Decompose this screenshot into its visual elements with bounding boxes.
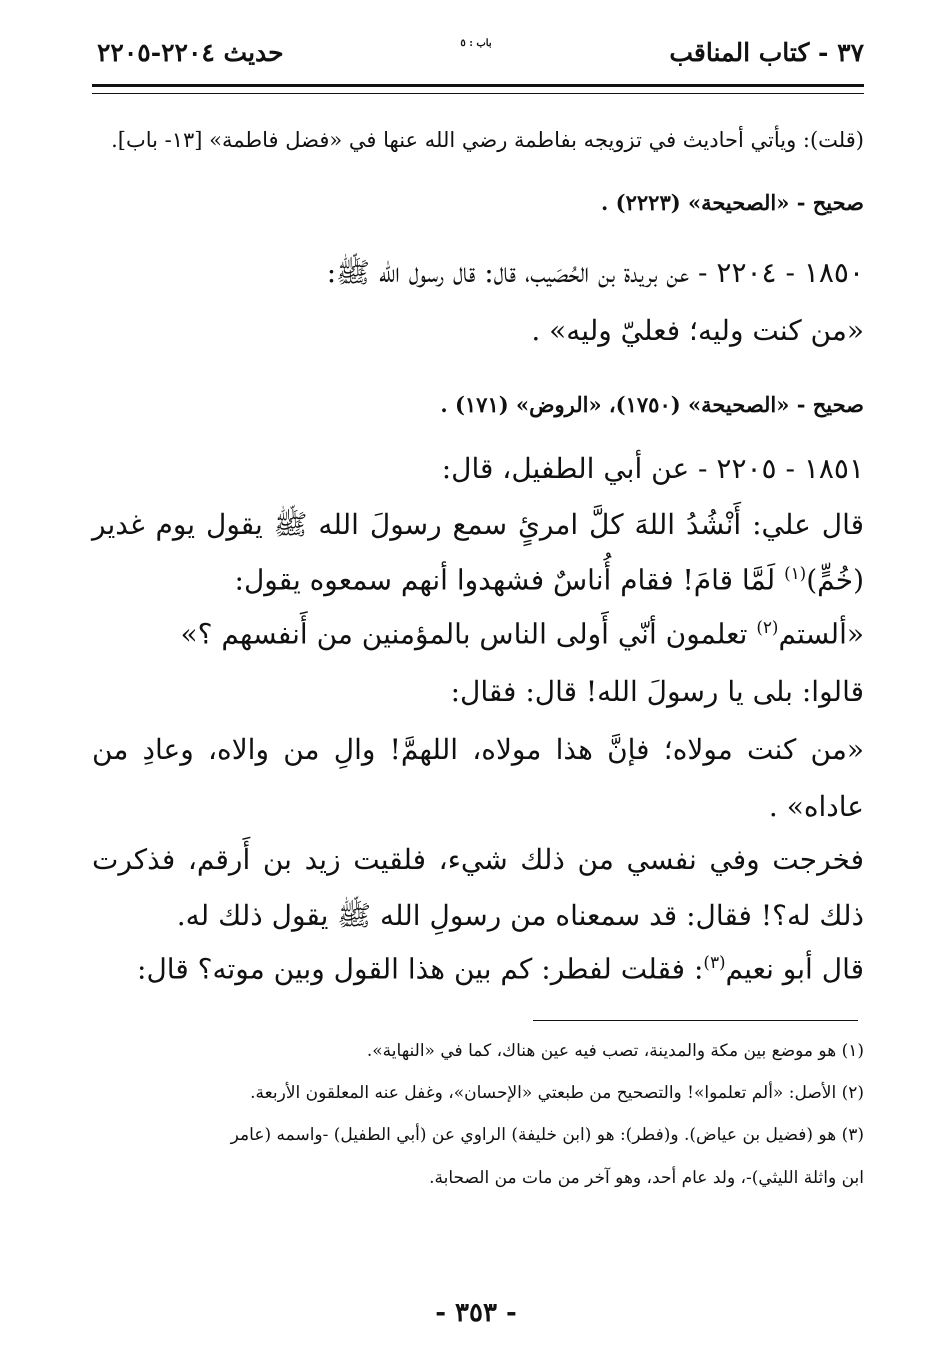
hadith-1851-text: قال علي: أَنْشُدُ اللهَ كلَّ امرئٍ سمع رسولَ الله ﷺ يقول يوم غدير	[92, 508, 864, 541]
footnote-1: (١) هو موضع بين مكة والمدينة، تصب فيه عين هناك، كما في «النهاية».	[366, 1041, 864, 1061]
footnote-separator	[533, 1020, 858, 1021]
header-rule-thick	[92, 84, 864, 87]
hadith-1851-text: قال أبو نعيم$^{(٣)}$: فقلت لفطر: كم بين هذا القول وبين موته؟ قال:	[137, 952, 864, 986]
grading-line: صحيح - «الصحيحة» (١٧٥٠)، «الروض» (١٧١) .	[440, 392, 864, 417]
header-rule-thin	[92, 93, 864, 94]
footnote-2: (٢) الأصل: «ألم تعلموا»! والتصحيح من طبعتي «الإحسان»، وغفل عنه المعلقون الأربعة.	[250, 1083, 864, 1103]
hadith-1851-text: «ألستم$^{(٢)}$ تعلمون أنّي أَولى الناس بالمؤمنين من أَنفسهم ؟»	[180, 617, 864, 651]
hadith-1851-text: قالوا: بلى يا رسولَ الله! قال: فقال:	[450, 675, 864, 708]
hadith-1850-intro: ١٨٥٠ - ٢٢٠٤ - عن بريدة بن الحُصَيب، قال: قال رسول الله ﷺ:	[326, 256, 864, 289]
hadith-1850-text: «من كنت وليه؛ فعليّ وليه» .	[531, 314, 864, 347]
page-number: - ٣٥٣ -	[435, 1298, 517, 1328]
footnote-3-continued: ابن واثلة الليثي)-، ولد عام أحد، وهو آخر من مات من الصحابة.	[429, 1168, 864, 1188]
header-chapter: ٣٧ - كتاب المناقب	[669, 38, 864, 67]
hadith-1851-text: فخرجت وفي نفسي من ذلك شيء، فلقيت زيد بن أَرقم، فذكرت	[92, 843, 864, 876]
footnote-ref[interactable]: (٣)	[703, 952, 726, 972]
hadith-1851-text: «من كنت مولاه؛ فإنَّ هذا مولاه، اللهمَّ! والِ من والاه، وعادِ من	[92, 733, 864, 766]
hadith-1851-text: ذلك له؟! فقال: قد سمعناه من رسولِ الله ﷺ يقول ذلك له.	[176, 899, 864, 932]
hadith-1851-intro: ١٨٥١ - ٢٢٠٥ - عن أبي الطفيل، قال:	[441, 452, 864, 485]
footnote-3: (٣) هو (فضيل بن عياض). و(فطر): هو (ابن خليفة) الراوي عن (أبي الطفيل) -واسمه (عامر	[230, 1125, 864, 1145]
footnote-ref[interactable]: (٢)	[756, 617, 779, 637]
hadith-1851-text: عاداه» .	[768, 790, 864, 823]
footnote-ref[interactable]: (١)	[784, 563, 807, 583]
header-hadith-range: حديث ٢٢٠٤-٢٢٠٥	[97, 38, 284, 67]
running-header	[0, 38, 952, 78]
note-line: (قلت): ويأتي أحاديث في تزويجه بفاطمة رضي الله عنها في «فضل فاطمة» [١٣- باب].	[111, 128, 864, 152]
hadith-1851-text: (خُمٍّ)$^{(١)}$ لَمَّا قامَ! فقام أُناسٌ فشهدوا أنهم سمعوه يقول:	[234, 563, 864, 597]
grading-line: صحيح - «الصحيحة» (٢٢٢٣) .	[601, 190, 864, 215]
header-section: باب : ٥	[460, 38, 492, 49]
